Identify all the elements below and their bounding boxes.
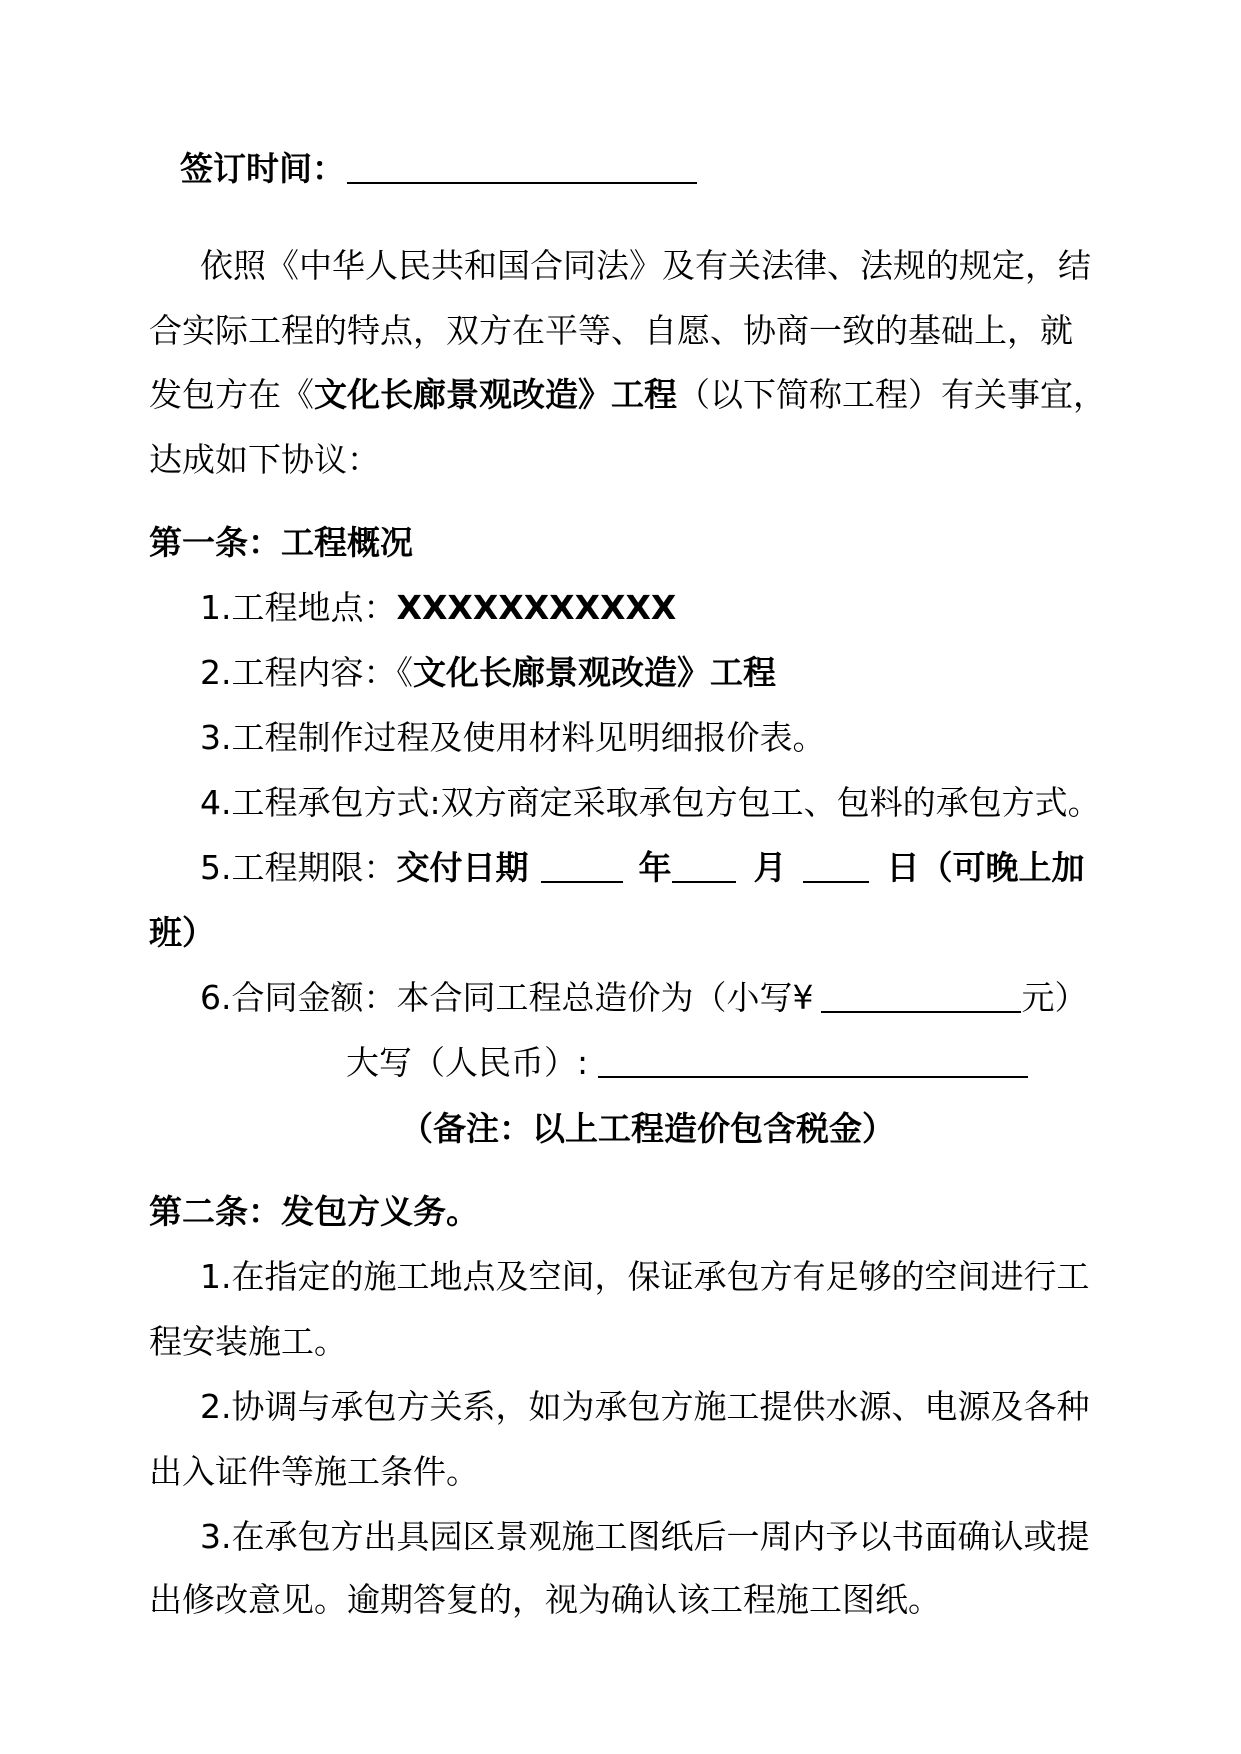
article2-item-line: 程安装施工。: [149, 1322, 347, 1361]
amount-unit: 元）: [1021, 978, 1088, 1017]
content-value: 文化长廊景观改造》工程: [413, 653, 776, 692]
preamble-line: [149, 362, 1106, 427]
period-continuation: 班）: [149, 913, 215, 952]
preamble-line: 合实际工程的特点，双方在平等、自愿、协商一致的基础上，就: [149, 311, 1073, 350]
preamble-line: 达成如下协议：: [149, 440, 380, 479]
article1-heading: 第一条：工程概况: [149, 523, 413, 562]
article2-item-line: 出修改意见。逾期答复的，视为确认该工程施工图纸。: [149, 1580, 941, 1619]
year-label: 年: [638, 848, 672, 887]
preamble-line: 依照《中华人民共和国合同法》及有关法律、法规的规定，结: [200, 246, 1091, 285]
period-label: 5.工程期限：: [200, 848, 397, 887]
amount-capital-blank: [598, 1046, 1028, 1078]
delivery-date-label: 交付日期: [396, 848, 529, 887]
month-label: 月: [753, 848, 787, 887]
tax-note: （备注：以上工程造价包含税金）: [400, 1109, 895, 1148]
article1-item-amount: [200, 965, 1087, 1030]
amount-blank: [821, 981, 1021, 1013]
article2-item-line: 1.在指定的施工地点及空间，保证承包方有足够的空间进行工: [200, 1257, 1090, 1296]
article1-item-process: 3.工程制作过程及使用材料见明细报价表。: [200, 718, 826, 757]
location-value: XXXXXXXXXXX: [396, 588, 677, 627]
amount-label: 6.合同金额：本合同工程总造价为（小写¥: [200, 978, 814, 1017]
article1-item-period: [200, 835, 1085, 900]
article1-item-location: [200, 575, 676, 640]
amount-capital-label: 大写（人民币）:: [346, 1043, 589, 1082]
signing-time-blank: [347, 152, 697, 184]
article2-item-line: 3.在承包方出具园区景观施工图纸后一周内予以书面确认或提: [200, 1517, 1090, 1556]
amount-capital-line: [346, 1030, 1028, 1095]
project-name: 文化长廊景观改造》工程: [314, 375, 677, 414]
article2-item-line: 出入证件等施工条件。: [149, 1452, 479, 1491]
article2-item-line: 2.协调与承包方关系，如为承包方施工提供水源、电源及各种: [200, 1387, 1090, 1426]
article2-heading: 第二条：发包方义务。: [149, 1192, 479, 1231]
year-blank: [541, 851, 623, 883]
preamble-text: （以下简称工程）有关事宜，: [677, 375, 1106, 414]
day-blank: [803, 851, 869, 883]
month-blank: [672, 851, 736, 883]
location-label: 1.工程地点：: [200, 588, 397, 627]
preamble-text: 发包方在《: [149, 375, 314, 414]
signing-time-line: [180, 136, 697, 201]
day-label: 日（可晚上加: [886, 848, 1085, 887]
article1-item-content: [200, 640, 776, 705]
content-label: 2.工程内容：《: [200, 653, 413, 692]
article1-item-contract-mode: 4.工程承包方式:双方商定采取承包方包工、包料的承包方式。: [200, 783, 1101, 822]
signing-time-label: 签订时间：: [180, 149, 345, 188]
